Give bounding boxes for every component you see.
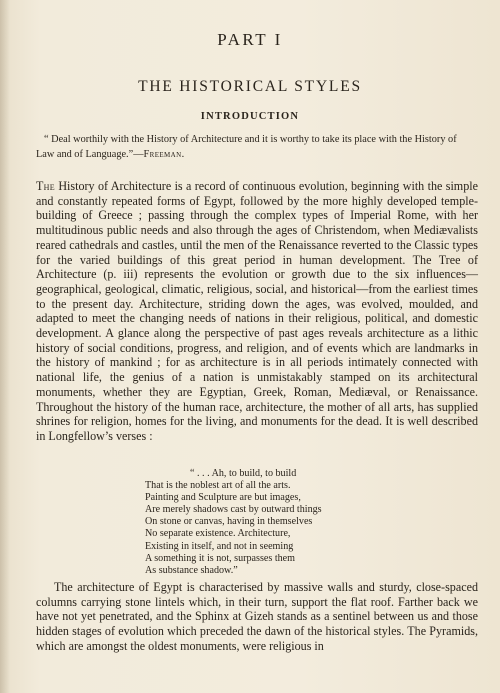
verse-line: Are merely shadows cast by outward things [145,504,322,516]
epigraph-author: Freeman. [143,149,185,160]
verse-line: A something it is not, surpasses them [145,552,296,564]
part-heading: PART I [217,30,283,49]
verse-line: As substance shadow.” [145,564,238,576]
verse-line: That is the noblest art of all the arts. [145,480,291,492]
longfellow-verse [145,468,465,577]
chapter-title: THE HISTORICAL STYLES [138,78,362,95]
paragraph-egypt: The architecture of Egypt is characterised by massive walls and sturdy, close-spaced columns carrying stone lintels which, in their turn, support the flat roof. Farther back we have not yet penetrated, and the Sphinx at Gizeh stands as a sentinel between us and those hidden stages of evolution which preceded the dawn of the historical styles. The Pyramids, which are amongst the oldest monuments, were religious in [36,580,478,653]
page-gutter-shadow [0,0,10,693]
paragraph-history [36,179,478,444]
paragraph-history-text: History of Architecture is a record of continuous evolution, beginning with the simple and constantly repeated forms of Egypt, followed by the more highly developed temple-building of Greece ; passing through the complex types of Imperial Rome, with her multitudinous public needs and also through the ages of Christendom, when Mediævalists reared cathedrals and castles, until the men of the Renaissance reverted to the Classic types for the varied buildings of this great period in human development. The Tree of Architecture (p. iii) represents the evolution or growth due to the six influences—geographical, geological, climatic, religious, social, and historical—from the earliest times to the present day. Architecture, striding down the ages, was evolved, moulded, and adapted to meet the changing needs of nations in their religious, political, and domestic development. A glance along the perspective of past ages reveals architecture as a lithic history of social conditions, progress, and religion, and of events which are landmarks in the history of mankind ; for as architecture is in all periods intimately connected with national life, the genius of a nation is unmistakably stamped on its architectural monuments, whether they are Egyptian, Greek, Roman, Mediæval, or Renaissance. Throughout the history of the human race, architecture, the mother of all arts, has supplied shrines for religion, homes for the living, and monuments for the dead. It is well described in Longfellow’s verses : [36,179,478,443]
verse-line: “ . . . Ah, to build, to build [190,468,297,479]
epigraph [36,132,476,162]
epigraph-text: “ Deal worthily with the History of Architecture and it is worthy to take its place with the History of Law and of Language.”— [36,134,457,160]
verse-line: Existing in itself, and not in seeming [145,540,294,552]
section-heading: INTRODUCTION [200,111,300,122]
verse-line: No separate existence. Architecture, [145,528,291,540]
verse-line: On stone or canvas, having in themselves [145,516,313,528]
paragraph-lead-word: The [36,179,55,193]
verse-line: Painting and Sculpture are but images, [145,492,301,504]
